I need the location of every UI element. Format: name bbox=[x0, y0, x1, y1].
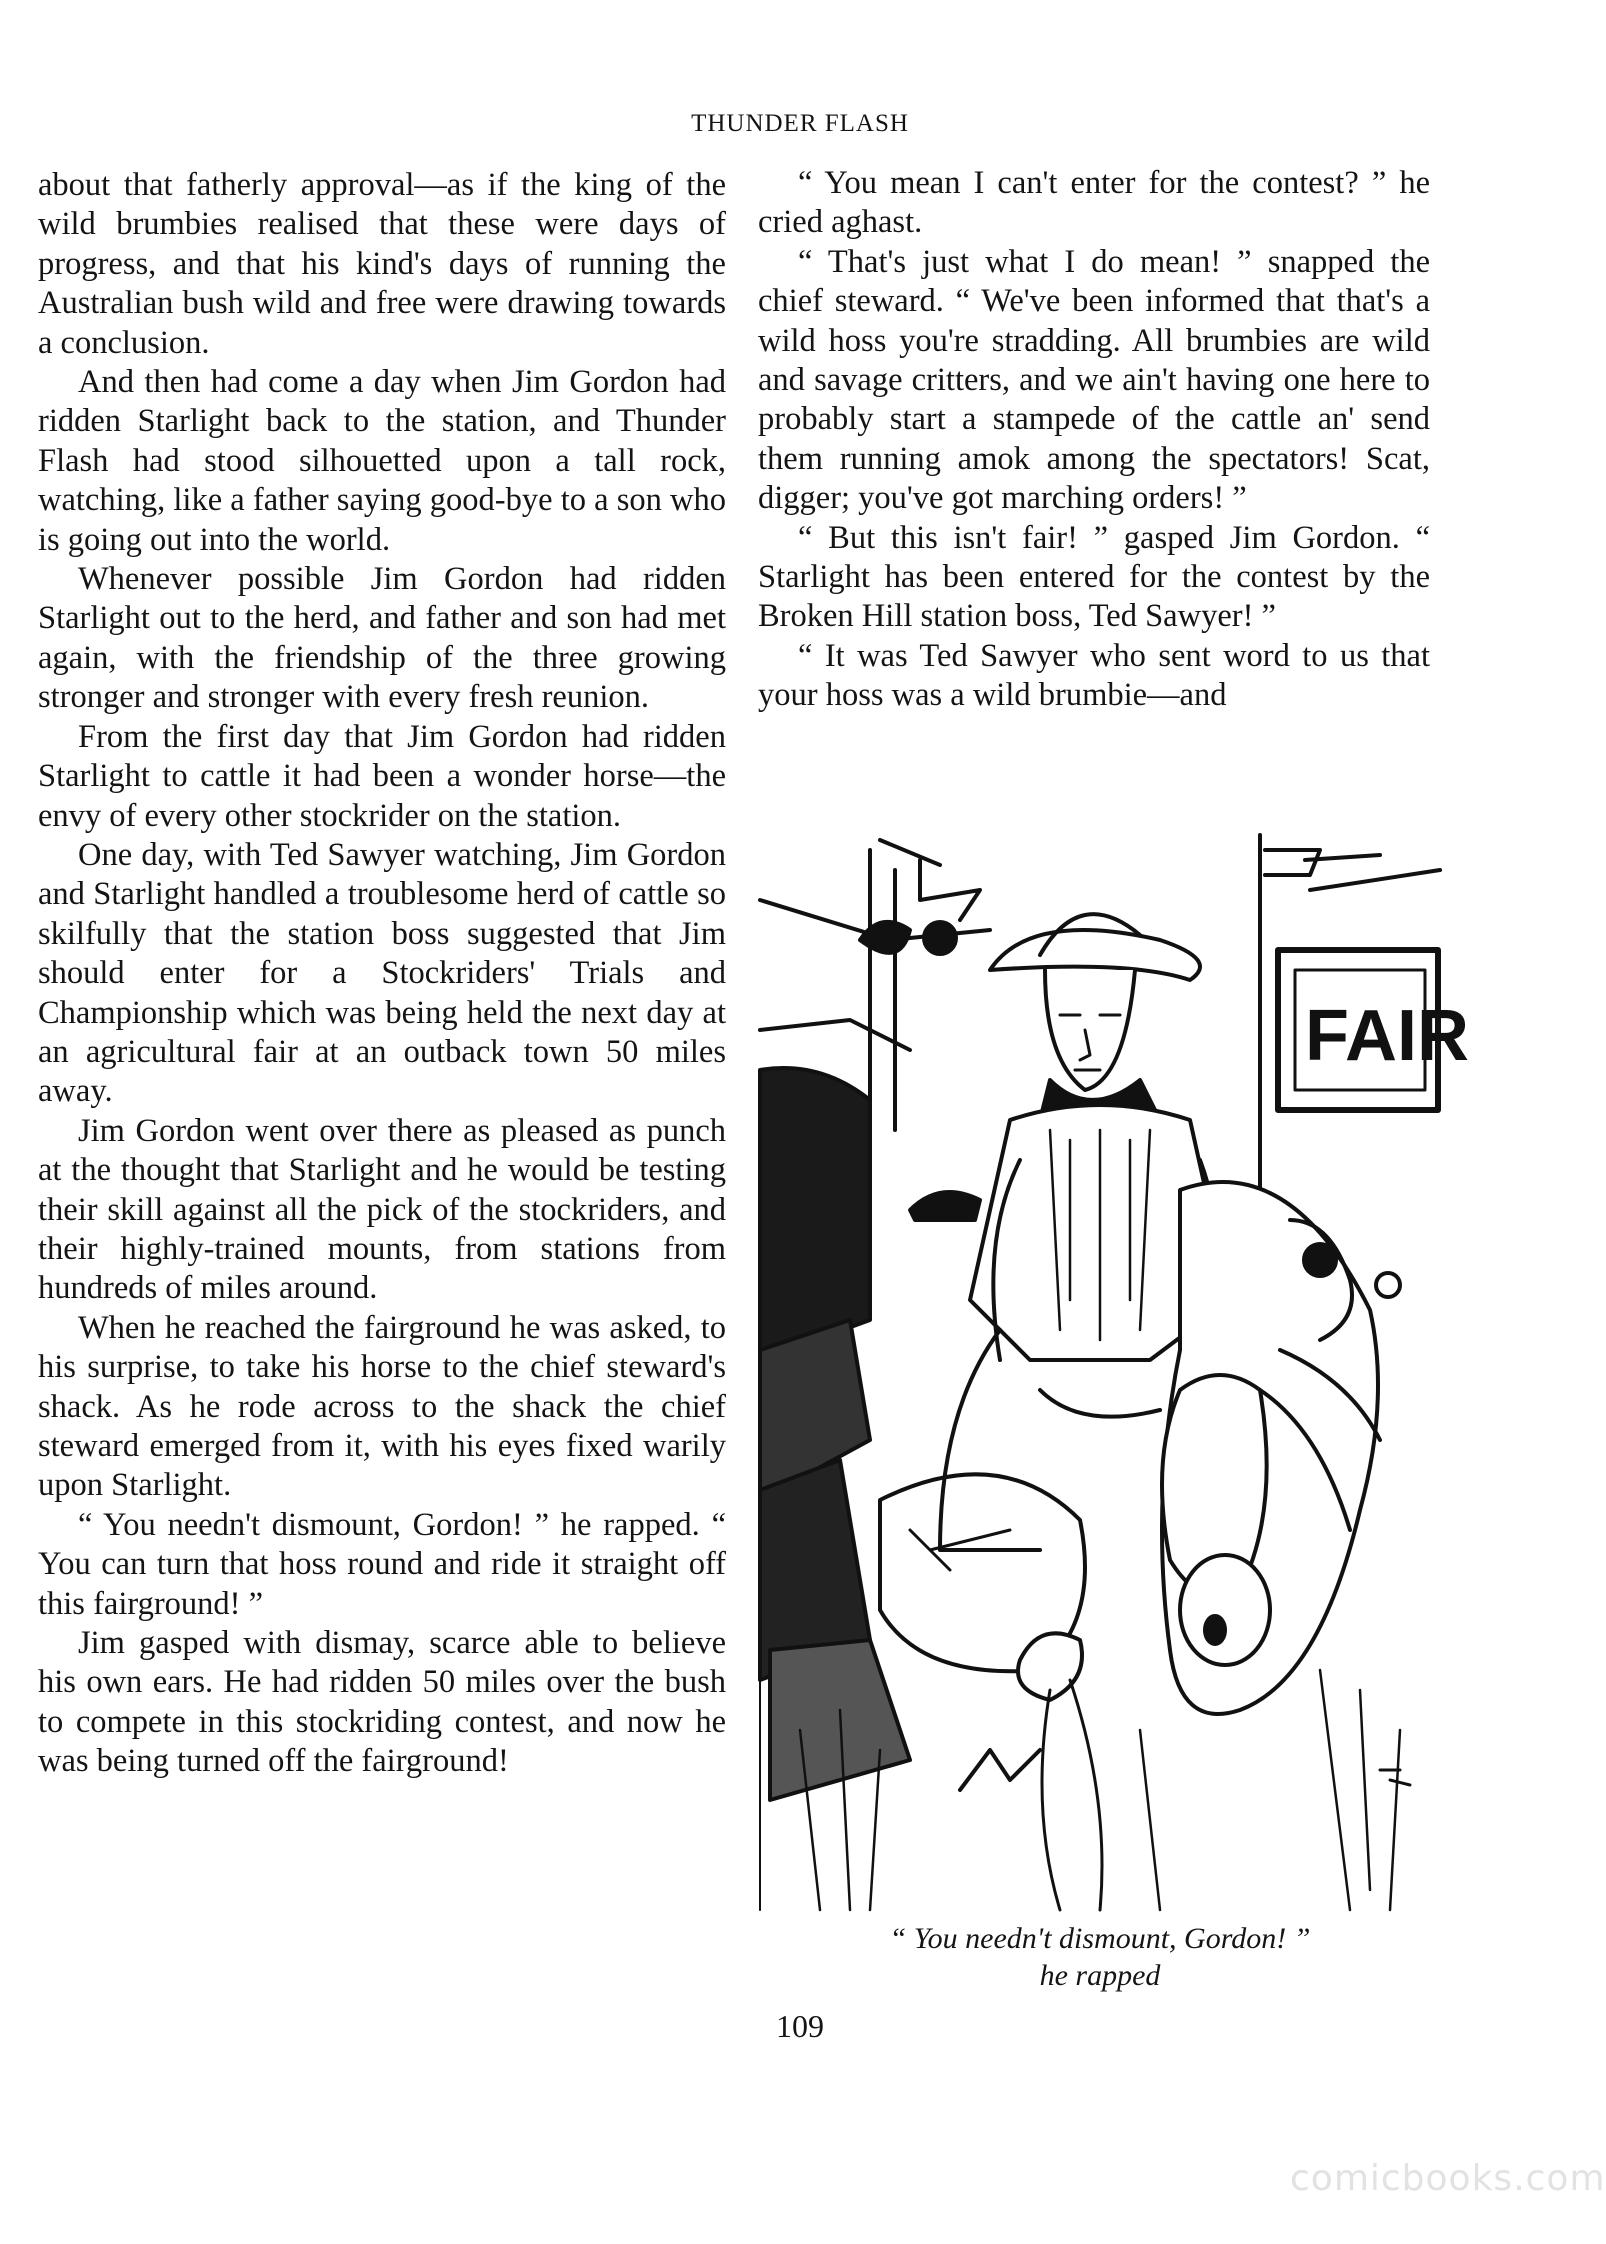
paragraph: When he reached the fairground he was asked, to his surprise, to take his horse to the chief steward's shack. As he rode across to the shack the chief steward emerged from it, with his eyes fixed warily upon Starlight. bbox=[38, 1309, 726, 1504]
illustration-caption bbox=[760, 1920, 1440, 1994]
caption-line: he rapped bbox=[1039, 1959, 1161, 1992]
watermark: comicbooks.com bbox=[1290, 2158, 1606, 2199]
page-number: 109 bbox=[776, 2008, 824, 2044]
illustration-rider-on-horse bbox=[760, 830, 1470, 1910]
paragraph: From the first day that Jim Gordon had ridden Starlight to cattle it had been a wonder horse—the envy of every other stockrider on the station. bbox=[38, 718, 726, 834]
paragraph: “ But this isn't fair! ” gasped Jim Gordon. “ Starlight has been entered for the contest by the Broken Hill station boss, Ted Sawyer! ” bbox=[758, 519, 1430, 635]
fair-sign-text: FAIR bbox=[1305, 996, 1470, 1076]
left-text-column bbox=[38, 166, 726, 1782]
caption-line: “ You needn't dismount, Gordon! ” bbox=[889, 1922, 1311, 1955]
right-text-column bbox=[758, 164, 1430, 716]
paragraph: One day, with Ted Sawyer watching, Jim Gordon and Starlight handled a troublesome herd of cattle so skilfully that the station boss suggested that Jim should enter for a Stockriders' Trials and Championship which was being held the next day at an agricultural fair at an outback town 50 miles away. bbox=[38, 836, 726, 1110]
paragraph: “ You mean I can't enter for the contest? ” he cried aghast. bbox=[758, 165, 1430, 241]
paragraph: Whenever possible Jim Gordon had ridden Starlight out to the herd, and father and son had met again, with the friendship of the three growing stronger and stronger with every fresh reunion. bbox=[38, 561, 726, 716]
running-header: THUNDER FLASH bbox=[691, 110, 909, 137]
paragraph: about that fatherly approval—as if the king of the wild brumbies realised that these were days of progress, and that his kind's days of running the Australian bush wild and free were drawing towards a conclusion. bbox=[38, 167, 726, 361]
paragraph: Jim Gordon went over there as pleased as punch at the thought that Starlight and he would be testing their skill against all the pick of the stockriders, and their highly-trained mounts, from stations from hundreds of miles around. bbox=[38, 1112, 726, 1307]
paragraph: “ It was Ted Sawyer who sent word to us that your hoss was a wild brumbie—and bbox=[758, 637, 1430, 714]
paragraph: And then had come a day when Jim Gordon had ridden Starlight back to the station, and Thunder Flash had stood silhouetted upon a tall rock, watching, like a father saying good-bye to a son who is going out into the world. bbox=[38, 364, 726, 558]
paragraph: “ That's just what I do mean! ” snapped the chief steward. “ We've been informed that that's a wild hoss you're stradding. All brumbies are wild and savage critters, and we ain't having one here to probably start a stampede of the cattle an' send them running amok among the spectators! Scat, digger; you've got marching orders! ” bbox=[758, 243, 1430, 517]
paragraph: Jim gasped with dismay, scarce able to believe his own ears. He had ridden 50 miles over the bush to compete in this stockriding contest, and now he was being turned off the fairground! bbox=[38, 1625, 726, 1780]
paragraph: “ You needn't dismount, Gordon! ” he rapped. “ You can turn that hoss round and ride it straight off this fairground! ” bbox=[38, 1506, 726, 1622]
